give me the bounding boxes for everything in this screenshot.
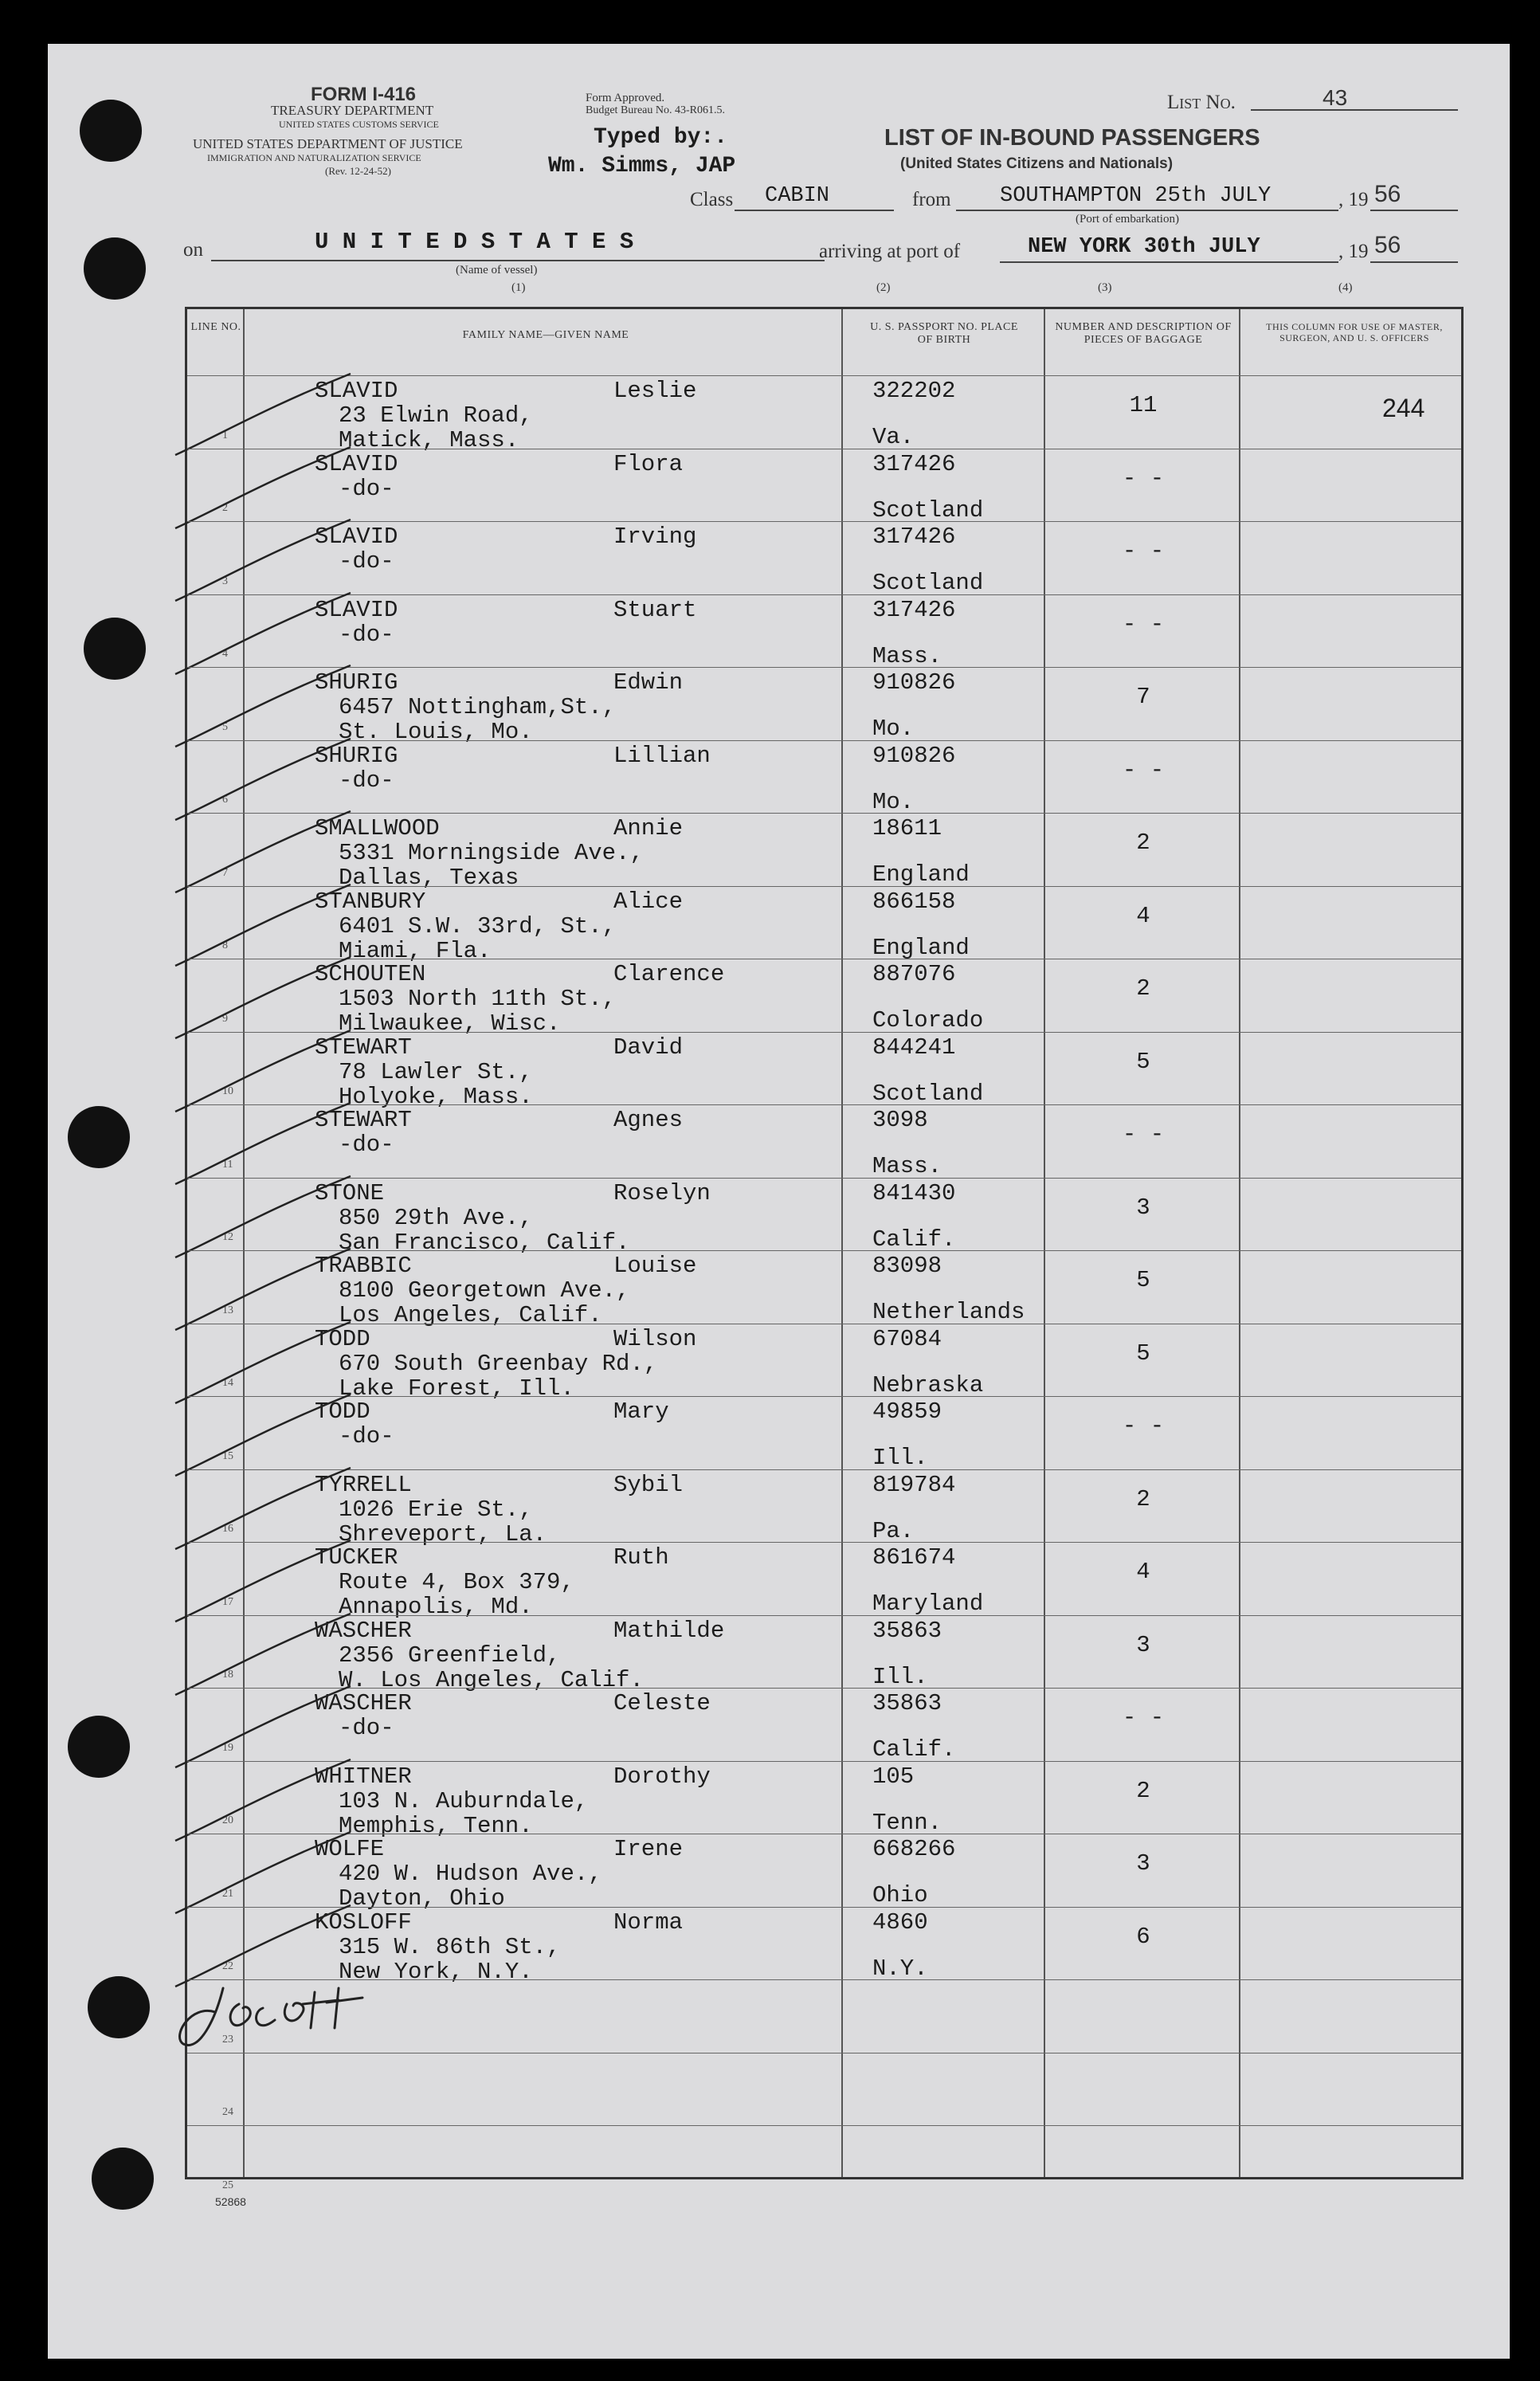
baggage-count: - - [1122,1413,1165,1439]
address: 78 Lawler St., Holyoke, Mass. [339,1058,533,1110]
binder-hole [80,100,142,162]
binder-hole [84,237,146,300]
class-line [735,210,894,211]
line-number: 16 [222,1523,233,1535]
table-row [187,813,1461,891]
vessel-note: (Name of vessel) [456,264,538,277]
line-number: 24 [222,2106,233,2118]
place-of-birth: Netherlands [872,1299,1025,1325]
baggage-count: - - [1122,465,1165,492]
address: 23 Elwin Road, Matick, Mass. [339,402,533,453]
passport-number: 35863 [872,1617,942,1644]
line-number: 14 [222,1377,233,1389]
address: 103 N. Auburndale, Memphis, Tenn. [339,1787,589,1839]
passport-number: 819784 [872,1471,956,1498]
col-num-3: (3) [1098,281,1112,294]
binder-hole [92,2148,154,2210]
list-no-line [1251,109,1458,111]
form-sheet [48,44,1510,2359]
given-name: Sybil [613,1471,684,1498]
place-of-birth: Ill. [872,1445,928,1471]
table-row [187,449,1461,522]
table-row [187,667,1461,745]
family-name: SLAVID [315,596,398,623]
officer-note: 244 [1382,394,1425,422]
table-row [187,1688,1461,1761]
address: 1503 North 11th St., Milwaukee, Wisc. [339,986,617,1037]
given-name: Irene [613,1836,684,1862]
class-value: CABIN [765,184,830,208]
dept-treasury: TREASURY DEPARTMENT [271,103,434,118]
baggage-count: - - [1122,538,1165,564]
passport-number: 49859 [872,1398,942,1425]
list-no-value: 43 [1323,85,1348,110]
dept-justice: UNITED STATES DEPARTMENT OF JUSTICE [193,136,463,151]
line-number: 3 [222,575,228,587]
family-name: TUCKER [315,1544,398,1571]
passport-number: 35863 [872,1690,942,1716]
place-of-birth: Tenn. [872,1809,942,1836]
family-name: TYRRELL [315,1471,412,1498]
given-name: Wilson [613,1325,697,1352]
place-of-birth: Va. [872,424,915,450]
passport-number: 861674 [872,1544,956,1571]
baggage-count: - - [1122,756,1165,783]
header-baggage: NUMBER AND DESCRIPTION OF PIECES OF BAGGAGE [1055,321,1232,346]
family-name: SLAVID [315,450,398,477]
baggage-count: 2 [1136,975,1150,1002]
family-name: STEWART [315,1034,412,1061]
address: 315 W. 86th St., New York, N.Y. [339,1933,561,1985]
baggage-count: - - [1122,610,1165,637]
table-row [187,1761,1461,1839]
given-name: Clarence [613,961,725,987]
col-num-4: (4) [1338,281,1353,294]
baggage-count: - - [1122,1704,1165,1731]
address: 1026 Erie St., Shreveport, La. [339,1496,547,1547]
address: -do- [339,1132,394,1158]
address: 5331 Morningside Ave., Dallas, Texas [339,840,644,891]
signature [167,1956,438,2076]
form-subtitle: (United States Citizens and Nationals) [900,155,1174,172]
place-of-birth: Colorado [872,1007,984,1034]
place-of-birth: England [872,861,970,888]
baggage-count: 7 [1136,684,1150,710]
baggage-count: 5 [1136,1340,1150,1367]
typed-by-label: Typed by:. [594,125,728,150]
given-name: Alice [613,888,684,915]
passport-number: 4860 [872,1908,928,1936]
passport-number: 910826 [872,669,956,696]
given-name: Leslie [613,378,697,404]
form-approved: Form Approved. [586,92,665,104]
passport-number: 841430 [872,1179,956,1206]
binder-hole [88,1976,150,2038]
table-row [187,1469,1461,1547]
place-of-birth: Pa. [872,1517,915,1544]
line-number: 6 [222,794,228,806]
address: -do- [339,1715,394,1741]
passport-number: 3098 [872,1107,928,1133]
class-label: Class [690,189,734,210]
table-row [187,1032,1461,1110]
form-revision: (Rev. 12-24-52) [325,165,391,177]
address: -do- [339,621,394,648]
arriving-label: arriving at port of [819,241,961,262]
given-name: Stuart [613,596,697,623]
baggage-count: 5 [1136,1267,1150,1293]
table-row [187,1250,1461,1328]
given-name: David [613,1034,684,1061]
form-title: LIST OF IN-BOUND PASSENGERS [884,125,1260,151]
family-name: SCHOUTEN [315,961,426,987]
passport-number: 67084 [872,1325,942,1352]
arrival-year-line [1370,261,1458,263]
line-number: 10 [222,1085,233,1097]
address: 850 29th Ave., San Francisco, Calif. [339,1204,630,1256]
binder-hole [84,618,146,680]
address: 8100 Georgetown Ave., Los Angeles, Calif. [339,1277,630,1328]
arrival-year: 56 [1374,232,1401,258]
table-row [187,375,1461,453]
passport-number: 887076 [872,961,956,987]
passenger-table [185,307,1464,2191]
line-number: 2 [222,502,228,514]
given-name: Roselyn [613,1179,711,1206]
place-of-birth: Scotland [872,570,984,596]
address: 6401 S.W. 33rd, St., Miami, Fla. [339,912,617,964]
line-number: 1 [222,429,228,441]
passport-number: 18611 [872,815,942,841]
table-row [187,1178,1461,1256]
family-name: WOLFE [315,1836,385,1862]
footer-code: 52868 [215,2195,246,2208]
line-number: 5 [222,720,228,733]
binder-hole [68,1106,130,1168]
list-no-label: List No. [1167,92,1236,113]
baggage-count: 4 [1136,902,1150,929]
place-of-birth: Ohio [872,1882,928,1908]
line-number: 9 [222,1012,228,1025]
baggage-count: 2 [1136,1777,1150,1804]
baggage-count: 6 [1136,1923,1150,1950]
typed-by-value: Wm. Simms, JAP [548,154,736,178]
given-name: Mary [613,1398,669,1425]
baggage-count: 3 [1136,1850,1150,1877]
address: 6457 Nottingham,St., St. Louis, Mo. [339,694,617,745]
on-label: on [183,239,203,261]
from-year: 56 [1374,181,1401,207]
line-number: 12 [222,1231,233,1243]
address: Route 4, Box 379, Annapolis, Md. [339,1569,574,1620]
port-embarkation-note: (Port of embarkation) [1076,213,1179,226]
given-name: Agnes [613,1107,684,1133]
arrival-value: NEW YORK 30th JULY [1028,235,1260,259]
table-row [187,1615,1461,1693]
passport-number: 844241 [872,1034,956,1061]
place-of-birth: Nebraska [872,1371,984,1398]
baggage-count: 11 [1129,392,1158,418]
table-row [187,1542,1461,1620]
line-number: 19 [222,1741,233,1754]
address: 670 South Greenbay Rd., Lake Forest, Ill. [339,1350,658,1402]
place-of-birth: Calif. [872,1226,956,1253]
from-year-line [1370,210,1458,211]
vessel-line [211,260,825,261]
col-num-1: (1) [511,281,526,294]
family-name: WHITNER [315,1763,412,1790]
budget-number: Budget Bureau No. 43-R061.5. [586,104,725,116]
family-name: TODD [315,1325,370,1352]
table-row [187,521,1461,594]
line-number: 7 [222,866,228,879]
baggage-count: - - [1122,1121,1165,1147]
line-number: 13 [222,1304,233,1316]
table-row [187,959,1461,1037]
passport-number: 317426 [872,596,956,623]
given-name: Flora [613,450,684,477]
table-row [187,740,1461,814]
family-name: STONE [315,1179,385,1206]
address: -do- [339,475,394,502]
line-number: 17 [222,1595,233,1608]
passport-number: 322202 [872,378,956,404]
place-of-birth: England [872,934,970,961]
place-of-birth: Mass. [872,642,942,669]
dept-justice-sub: IMMIGRATION AND NATURALIZATION SERVICE [207,152,421,163]
line-number: 4 [222,648,228,660]
place-of-birth: Scotland [872,1080,984,1107]
place-of-birth: Mo. [872,716,915,742]
passport-number: 866158 [872,888,956,915]
passport-number: 668266 [872,1836,956,1862]
family-name: STEWART [315,1107,412,1133]
from-year-prefix: , 19 [1338,189,1369,210]
family-name: STANBURY [315,888,426,915]
place-of-birth: Ill. [872,1663,928,1690]
passport-number: 105 [872,1763,915,1790]
passport-number: 910826 [872,742,956,769]
passport-number: 317426 [872,450,956,477]
header-line-no: LINE NO. [190,321,241,333]
family-name: SLAVID [315,524,398,550]
given-name: Dorothy [613,1763,711,1790]
line-number: 18 [222,1669,233,1681]
address: -do- [339,767,394,794]
arrival-line [1000,261,1338,263]
line-number: 23 [222,2033,233,2046]
family-name: KOSLOFF [315,1908,412,1936]
given-name: Irving [613,524,697,550]
vessel-name: U N I T E D S T A T E S [315,229,634,255]
given-name: Norma [613,1908,684,1936]
line-number: 15 [222,1449,233,1462]
dept-treasury-sub: UNITED STATES CUSTOMS SERVICE [279,119,439,130]
address: 2356 Greenfield, W. Los Angeles, Calif. [339,1642,644,1693]
line-number: 25 [222,2179,233,2191]
baggage-count: 2 [1136,830,1150,856]
given-name: Annie [613,815,684,841]
from-label: from [912,189,951,210]
table-row [187,2125,1461,2199]
family-name: SMALLWOOD [315,815,440,841]
col-num-2: (2) [876,281,891,294]
table-row [187,1396,1461,1469]
family-name: TRABBIC [315,1253,412,1279]
family-name: SLAVID [315,378,398,404]
family-name: TODD [315,1398,370,1425]
form-number: FORM I-416 [311,84,417,105]
given-name: Edwin [613,669,684,696]
line-number: 8 [222,939,228,951]
place-of-birth: Calif. [872,1736,956,1763]
line-number: 21 [222,1887,233,1900]
embarkation-value: SOUTHAMPTON 25th JULY [1000,184,1272,208]
family-name: WASCHER [315,1690,412,1716]
from-line [956,210,1338,211]
place-of-birth: N.Y. [872,1955,928,1982]
given-name: Celeste [613,1690,711,1716]
given-name: Lillian [613,742,711,769]
table-row [187,1104,1461,1178]
header-name: FAMILY NAME—GIVEN NAME [462,329,629,341]
place-of-birth: Mo. [872,788,915,815]
address: 420 W. Hudson Ave., Dayton, Ohio [339,1861,602,1912]
header-passport: U. S. PASSPORT NO. PLACE OF BIRTH [870,321,1018,346]
line-number: 22 [222,1960,233,1972]
place-of-birth: Mass. [872,1153,942,1179]
family-name: SHURIG [315,742,398,769]
passport-number: 317426 [872,524,956,550]
given-name: Ruth [613,1544,669,1571]
binder-hole [68,1716,130,1778]
given-name: Mathilde [613,1617,725,1644]
baggage-count: 4 [1136,1559,1150,1585]
arrival-year-prefix: , 19 [1338,241,1369,262]
table-row [187,1834,1461,1912]
line-number: 20 [222,1814,233,1826]
table-row [187,594,1461,668]
line-number: 11 [222,1158,233,1171]
passport-number: 83098 [872,1253,942,1279]
table-row [187,1324,1461,1402]
family-name: SHURIG [315,669,398,696]
table-row [187,886,1461,964]
place-of-birth: Scotland [872,496,984,524]
baggage-count: 3 [1136,1194,1150,1221]
given-name: Louise [613,1253,697,1279]
place-of-birth: Maryland [872,1591,984,1617]
family-name: WASCHER [315,1617,412,1644]
baggage-count: 3 [1136,1631,1150,1658]
address: -do- [339,548,394,575]
header-officers: THIS COLUMN FOR USE OF MASTER, SURGEON, AND U. S. OFFICERS [1266,321,1443,343]
baggage-count: 2 [1136,1485,1150,1512]
baggage-count: 5 [1136,1048,1150,1075]
address: -do- [339,1423,394,1449]
